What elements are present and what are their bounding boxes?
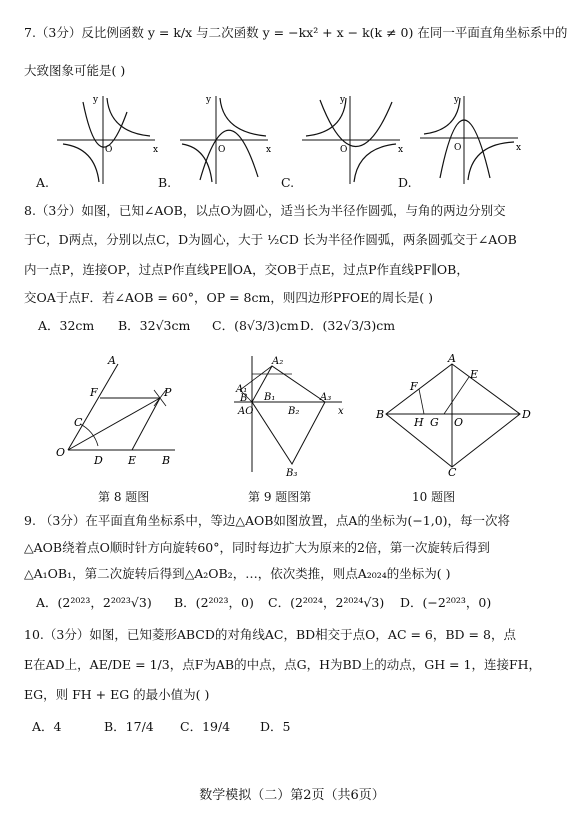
q8-line3: 内一点P，连接OP，过点P作直线PE∥OA，交OB于点E，过点P作直线PF∥OB，	[24, 262, 469, 277]
fig8-label-p: P	[164, 386, 172, 399]
q7-option-a: A.	[36, 175, 50, 190]
q7-graph-b	[178, 92, 273, 187]
q10-option-c: C．19/4	[180, 719, 231, 734]
svg-text:y: y	[454, 95, 460, 105]
fig9-label-x: x	[338, 406, 344, 417]
fig9-label-a1: A₁	[236, 384, 248, 395]
fig8-label-e: E	[128, 454, 137, 467]
q8-line1: 8.（3分）如图，已知∠AOB，以点O为圆心，适当长为半径作圆弧，与角的两边分别交	[24, 203, 506, 218]
svg-text:y: y	[340, 95, 346, 105]
fig9-label-ao: AO	[238, 406, 254, 417]
fig10-label-a: A	[448, 352, 456, 365]
q8-option-a: A．32cm	[38, 318, 95, 333]
q7-option-d: D.	[398, 175, 412, 190]
q8-option-b: B．32√3cm	[118, 318, 191, 333]
fig10-label-c: C	[448, 466, 457, 477]
q7-graph-a	[55, 92, 160, 187]
figure-8	[50, 352, 185, 470]
q10-option-a: A．4	[32, 719, 62, 734]
axis-x-label: x	[153, 145, 159, 155]
fig10-caption: 10 题图	[412, 490, 456, 504]
figure-9	[230, 352, 348, 477]
q9-line3: △A₁OB₁，第二次旋转后得到△A₂OB₂，…，依次类推，则点A₂₀₂₄的坐标为( )	[24, 566, 451, 581]
q10-line3: EG，则 FH + EG 的最小值为( )	[24, 687, 210, 702]
fig8-label-o: O	[56, 446, 66, 459]
q7-line2: 大致图象可能是( )	[24, 63, 126, 78]
q10-line1: 10.（3分）如图，已知菱形ABCD的对角线AC，BD相交于点O，AC = 6，BD = 8，点	[24, 627, 516, 642]
fig8-label-f: F	[90, 386, 98, 399]
q9-option-c: C．(2²⁰²⁴，2²⁰²⁴√3)	[268, 595, 385, 610]
fig8-caption: 第 8 题图	[98, 490, 150, 504]
page-footer: 数学模拟（二）第2页（共6页）	[199, 788, 385, 803]
fig10-label-b: B	[376, 408, 385, 421]
fig9-label-b2: B₂	[288, 406, 300, 417]
axis-y-label: y	[93, 95, 99, 105]
fig10-label-h: H	[414, 416, 424, 429]
q9-line1: 9. （3分）在平面直角坐标系中，等边△AOB如图放置，点A的坐标为(−1,0)，每一次将	[24, 513, 511, 528]
fig10-label-f: F	[410, 380, 418, 393]
fig8-label-c: C	[74, 416, 83, 429]
fig10-label-e: E	[470, 368, 479, 381]
figure-10	[372, 352, 532, 477]
fig9-caption: 第 9 题图第	[248, 490, 312, 504]
q8-option-c: C．(8√3/3)cm	[212, 318, 299, 333]
fig8-label-b: B	[162, 454, 171, 467]
q7-graph-d	[418, 92, 523, 187]
q7-option-b: B.	[158, 175, 172, 190]
origin-label: O	[105, 145, 113, 155]
fig10-label-g: G	[430, 416, 439, 429]
fig10-label-o: O	[454, 416, 464, 429]
q8-line4: 交OA于点F．若∠AOB = 60°，OP = 8cm，则四边形PFOE的周长是( )	[24, 290, 434, 305]
q10-line2: E在AD上，AE/DE = 1/3，点F为AB的中点，点G，H为BD上的动点，GH = 1，连接FH，	[24, 657, 542, 672]
q8-option-d: D．(32√3/3)cm	[300, 318, 396, 333]
svg-text:O: O	[340, 145, 348, 155]
fig9-label-b: B	[240, 393, 248, 404]
q7-line1: 7.（3分）反比例函数 y = k/x 与二次函数 y = −kx² + x − k(k ≠ 0) 在同一平面直角坐标系中的	[24, 25, 568, 40]
q8-line2: 于C，D两点，分别以点C，D为圆心，大于 ½CD 长为半径作圆弧，两条圆弧交于∠AOB	[24, 232, 517, 247]
svg-text:x: x	[398, 145, 404, 155]
svg-text:O: O	[218, 145, 226, 155]
svg-text:x: x	[516, 143, 522, 153]
fig9-label-b3: B₃	[286, 468, 298, 477]
svg-text:x: x	[266, 145, 272, 155]
fig8-label-d: D	[94, 454, 103, 467]
fig10-label-d: D	[522, 408, 531, 421]
q10-option-d: D．5	[260, 719, 291, 734]
q9-line2: △AOB绕着点O顺时针方向旋转60°，同时每边扩大为原来的2倍，第一次旋转后得到	[24, 540, 490, 555]
q7-option-c: C.	[281, 175, 295, 190]
q10-option-b: B．17/4	[104, 719, 154, 734]
fig9-label-a3: A₃	[320, 392, 332, 403]
fig8-label-a: A	[108, 354, 116, 367]
q9-option-b: B．(2²⁰²³，0)	[174, 595, 254, 610]
fig9-label-a2: A₂	[272, 356, 284, 367]
q9-option-a: A．(2²⁰²³，2²⁰²³√3)	[36, 595, 152, 610]
q7-graph-c	[300, 92, 405, 187]
svg-text:y: y	[206, 95, 212, 105]
q9-option-d: D．(−2²⁰²³，0)	[400, 595, 492, 610]
svg-text:O: O	[454, 143, 462, 153]
fig9-label-b1: B₁	[264, 392, 276, 403]
